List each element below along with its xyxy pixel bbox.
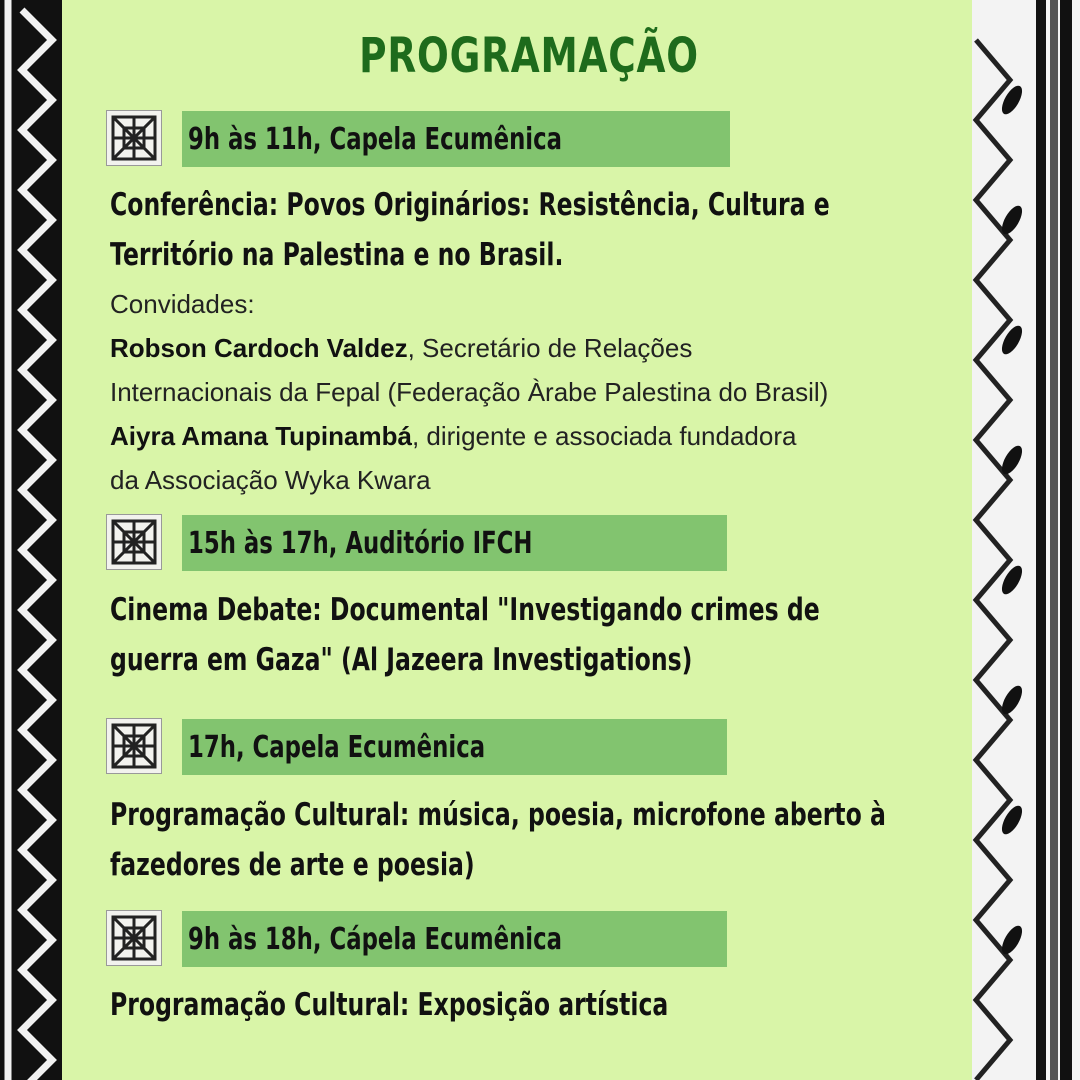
- session-title-line: Programação Cultural: música, poesia, microfone aberto à: [110, 797, 886, 833]
- guest-role: , dirigente e associada fundadora: [411, 421, 797, 451]
- session-time-place: 15h às 17h, Auditório IFCH: [188, 525, 533, 561]
- page-title: PROGRAMAÇÃO: [359, 28, 699, 84]
- session-time-place: 9h às 18h, Cápela Ecumênica: [188, 921, 563, 957]
- session-title: [110, 180, 830, 280]
- guest-role-line: Internacionais da Fepal (Federação Àrabe Palestina do Brasil): [110, 377, 829, 407]
- pattern-icon: [106, 110, 162, 166]
- left-zigzag-pattern: [0, 0, 62, 1080]
- guest-name: Aiyra Amana Tupinambá: [110, 421, 412, 451]
- guest-line: [110, 414, 980, 458]
- session-time-place-bar: [182, 111, 730, 167]
- session-title: [110, 790, 886, 890]
- session-time-place-bar: [182, 515, 727, 571]
- session-title-line: Programação Cultural: Exposição artística: [110, 987, 669, 1023]
- session-time-place-bar: [182, 719, 727, 775]
- guest-role-line: da Associação Wyka Kwara: [110, 465, 431, 495]
- right-leaf-pattern: [972, 0, 1080, 1080]
- session-title-line: Território na Palestina e no Brasil.: [110, 237, 564, 273]
- guest-role: , Secretário de Relações: [407, 333, 693, 363]
- session-title: [110, 980, 668, 1030]
- session-title: [110, 585, 820, 685]
- session-title-line: Conferência: Povos Originários: Resistência, Cultura e: [110, 187, 830, 223]
- session-time-place: 9h às 11h, Capela Ecumênica: [188, 121, 563, 157]
- guest-line: [110, 326, 980, 370]
- session-title-line: fazedores de arte e poesia): [110, 847, 475, 883]
- guest-name: Robson Cardoch Valdez: [110, 333, 408, 363]
- guests-label: Convidades:: [110, 289, 255, 319]
- session-time-place: 17h, Capela Ecumênica: [188, 729, 486, 765]
- pattern-icon: [106, 514, 162, 570]
- pattern-icon: [106, 718, 162, 774]
- guests-block: [110, 282, 980, 502]
- session-title-line: guerra em Gaza" (Al Jazeera Investigations): [110, 642, 693, 678]
- session-title-line: Cinema Debate: Documental "Investigando crimes de: [110, 592, 820, 628]
- session-time-place-bar: [182, 911, 727, 967]
- pattern-icon: [106, 910, 162, 966]
